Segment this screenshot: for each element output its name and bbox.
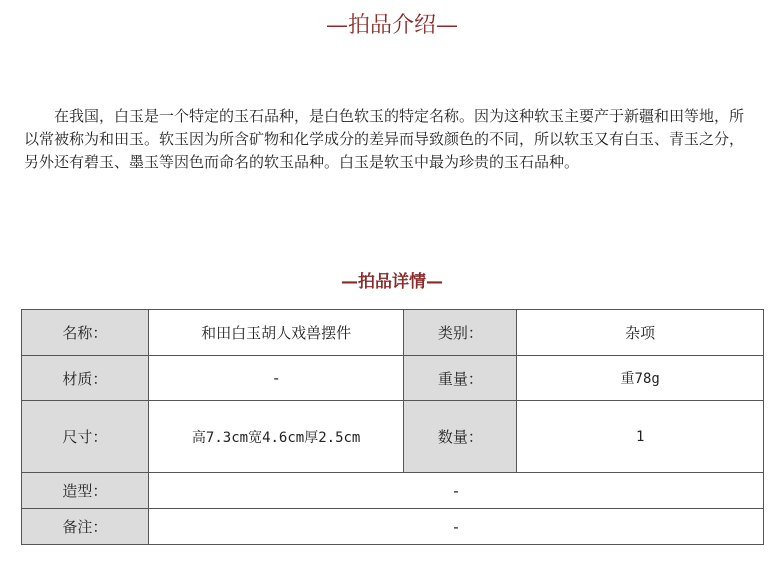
lot-details-title: —拍品详情—: [341, 272, 443, 292]
size-label: 尺寸：: [22, 401, 149, 473]
lot-details-table: [21, 309, 764, 545]
lot-intro-title: —拍品介绍—: [325, 13, 458, 38]
weight-label: 重量：: [404, 356, 517, 401]
quantity-value: 1: [517, 401, 764, 473]
table-row: [22, 509, 764, 545]
shape-value: -: [148, 473, 763, 509]
table-row: [22, 356, 764, 401]
name-label: 名称：: [22, 310, 149, 356]
weight-value: 重78g: [517, 356, 764, 401]
table-row: [22, 473, 764, 509]
size-value: 高7.3cm宽4.6cm厚2.5cm: [148, 401, 404, 473]
notes-label: 备注：: [22, 509, 149, 545]
table-row: [22, 401, 764, 473]
table-row: [22, 310, 764, 356]
shape-label: 造型：: [22, 473, 149, 509]
material-label: 材质：: [22, 356, 149, 401]
lot-intro-text: 在我国，白玉是一个特定的玉石品种，是白色软玉的特定名称。因为这种软玉主要产于新疆和田等地，所以常被称为和田玉。软玉因为所含矿物和化学成分的差异而导致颜色的不同，所以软玉又有白玉、青玉之分，另外还有碧玉、墨玉等因色而命名的软玉品种。白玉是软玉中最为珍贵的玉石品种。: [24, 107, 745, 171]
category-label: 类别：: [404, 310, 517, 356]
notes-value: -: [148, 509, 763, 545]
quantity-label: 数量：: [404, 401, 517, 473]
category-value: 杂项: [517, 310, 764, 356]
name-value: 和田白玉胡人戏兽摆件: [148, 310, 404, 356]
material-value: -: [148, 356, 404, 401]
